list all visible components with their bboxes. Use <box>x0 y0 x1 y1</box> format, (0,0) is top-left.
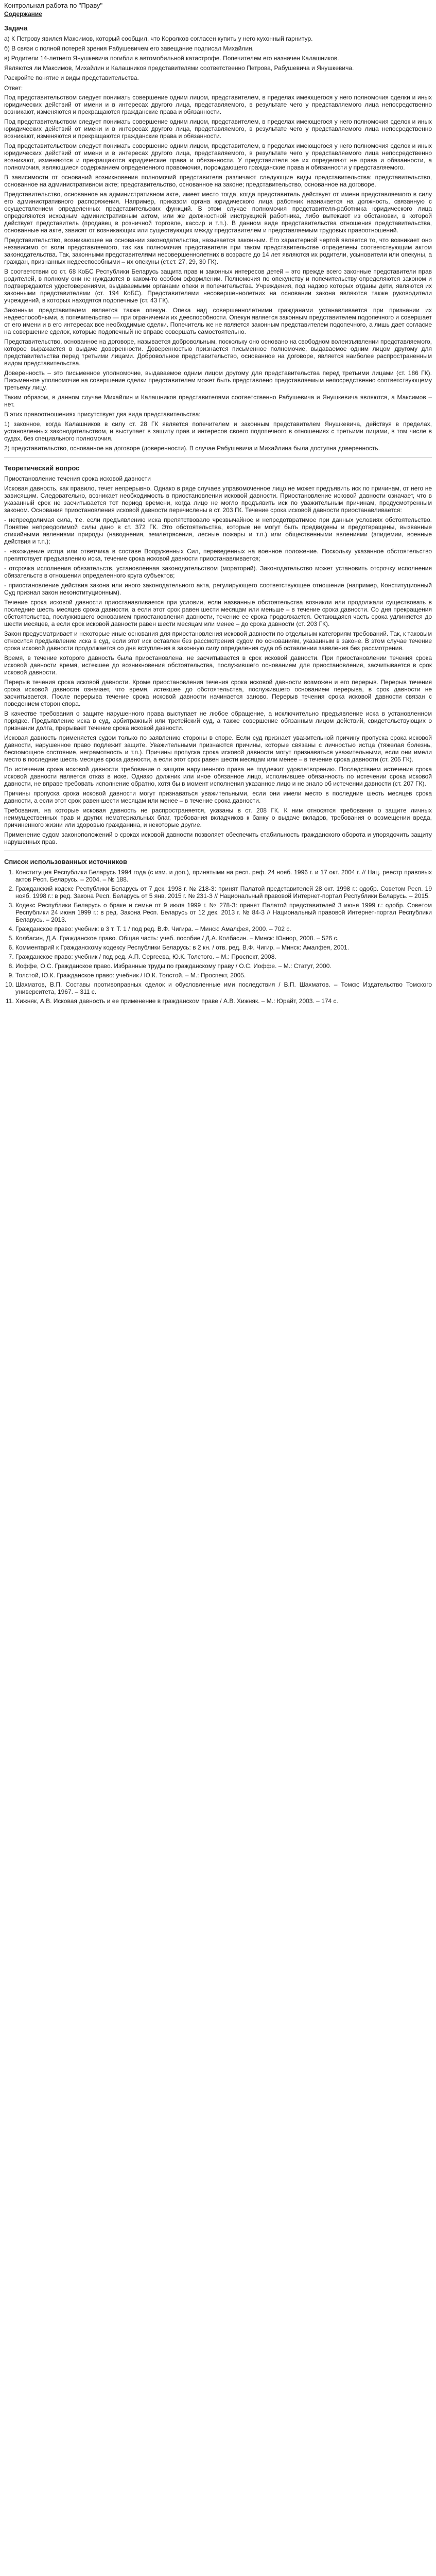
theory-paragraph: - приостановление действия закона или иного законодательного акта, регулирующего соответствующее отношение (например, Конституционный Суд признал закон неконституционным). <box>4 582 432 596</box>
answer-label: Ответ: <box>4 84 23 92</box>
table-of-contents-heading: Содержание <box>4 10 42 18</box>
theory-paragraph: По истечении срока исковой давности требование о защите нарушенного права не подлежит удовлетворению. Последствием истечения срока исковой давности является отказ в иске. Однако должник или иное обязанное лицо, исполнившее обязанность по истечении срока исковой давности, не вправе требовать исполнение обратно, хотя бы в момент исполнения указанное лицо и не знало об истечении давности (ст. 207 ГК). <box>4 766 432 787</box>
theory-paragraph: Закон предусматривает и некоторые иные основания для приостановления исковой давности по отдельным категориям требований. Так, к таковым относится предъявление иска в суд, если этот иск оставлен без рассмотрения судом по основаниям, указанным в законе. В этом случае течение срока исковой давности продолжается со дня вступления в законную силу определения суда об оставлении заявления без рассмотрения. <box>4 630 432 652</box>
theory-paragraph: Исковая давность применяется судом только по заявлению стороны в споре. Если суд признает уважительной причину пропуска срока исковой давности, нарушенное право подлежит защите. Уважительными признаются причины, которые связаны с личностью истца (тяжелая болезнь, беспомощное состояние, неграмотность и т.п.). Причины пропуска срока исковой давности могут признаваться уважительными, если они имели место в последние шесть месяцев срока давности, а если этот срок равен шести месяцам или менее – в течение срока давности (ст. 205 ГК). <box>4 734 432 763</box>
source-item: 9. Толстой, Ю.К. Гражданское право: учебник / Ю.К. Толстой. – М.: Проспект, 2005. <box>15 972 432 979</box>
task-text <box>4 35 432 81</box>
answer-text <box>4 94 432 452</box>
theory-paragraph: - непреодолимая сила, т.е. если предъявлению иска препятствовало чрезвычайное и непредотвратимое при данных условиях обстоятельство. Понятие непреодолимой силы дано в ст. 372 ГК. Это обстоятельства, которые не могут быть предвидены и предотвращены, вызванные стихийными явлениями природы (наводнения, землетрясения, лесные пожары и т.п.) или общественными явлениями (эпидемии, военные действия и т.п.); <box>4 516 432 545</box>
answer-paragraph: В этих правоотношениях присутствует два вида представительства: <box>4 411 201 418</box>
theory-paragraph: Применение судом законоположений о сроках исковой давности позволяет обеспечить стабильность гражданского оборота и упорядочить защиту нарушенных прав. <box>4 831 432 845</box>
answer-paragraph: Представительство, основанное на административном акте, имеет место тогда, когда представитель действует от имени представляемого в силу его административного распоряжения. Например, приказом органа юридического лица работник назначается на должность, связанную с осуществлением определенных представительских функций. В этом случае полномочия представителя-работника юридического лица определяются исходным административным актом, или же должностной инструкцией работника, либо вытекают из обстановки, в которой действует представитель (продавец в розничной торговле, кассир и т.п.). В данном виде представительства отношения представительства, основанные на акте, зависят от возникающих или существующих между представителем и представляемым трудовых правоотношений. <box>4 191 432 234</box>
source-item: 1. Конституция Республики Беларусь 1994 года (с изм. и доп.), принятыми на респ. реф. 24 нояб. 1996 г. и 17 окт. 2004 г. // Нац. реестр правовых актов Респ. Беларусь. – 2004. – № 188. <box>15 869 432 883</box>
theory-paragraph: Требования, на которые исковая давность не распространяется, указаны в ст. 208 ГК. К ним относятся требования о защите личных неимущественных прав и других нематериальных благ, требования вкладчиков к банку о выдаче вкладов, требования о возмещении вреда, причиненного жизни или здоровью гражданина, и некоторые другие. <box>4 807 432 828</box>
answer-paragraph: В соответствии со ст. 68 КоБС Республики Беларусь защита прав и законных интересов детей – это прежде всего законные представители прав родителей, в полному они не нуждаются в каком-то особом оформлении. Полномочия по опекунству и попечительству определяются законом и подтверждаются удостоверениями, выдаваемыми органами опеки и попечительства. Учреждения, под надзор которых отданы дети, являются их законными представителями (ст. 194 КоБС). Представителями несовершеннолетних на основании закона являются также руководители учреждений, в которых находятся подопечные (ст. 43 ГК). <box>4 268 432 304</box>
theory-paragraph: Исковая давность, как правило, течет непрерывно. Однако в ряде случаев управомоченное лицо не может предъявить иск по причинам, от него не зависящим. Следовательно, возникает необходимость в приостановлении исковой давности. Приостановление исковой давности означает, что в указанный срок не засчитывается тот период времени, когда лицо не могло предъявить иск по уважительным причинам, предусмотренным законом. Основания приостановления исковой давности перечислены в ст. 203 ГК. Течение срока исковой давности приостанавливается: <box>4 485 432 514</box>
source-item: 6. Комментарий к Гражданскому кодексу Республики Беларусь: в 2 кн. / отв. ред. В.Ф. Чигир. – Минск: Амалфея, 2001. <box>15 944 432 951</box>
answer-paragraph: 2) представительство, основанное на договоре (доверенности). В случае Рабушевича и Михайлина была доступна доверенность. <box>4 445 380 452</box>
task-heading: Задача <box>4 24 28 32</box>
theory-paragraph: - отсрочка исполнения обязательств, установленная законодательством (мораторий). Законодательство может установить отсрочку исполнения обязательств в отношении определенного круга субъектов; <box>4 565 432 579</box>
answer-paragraph: Таким образом, в данном случае Михайлин и Калашников представителями соответственно Рабушевича и Янушкевича являются, а Максимов – нет. <box>4 394 432 408</box>
source-item: 4. Гражданское право: учебник: в 3 т. Т. 1 / под ред. В.Ф. Чигира. – Минск: Амалфея, 2000. – 702 с. <box>15 925 432 933</box>
answer-paragraph: Под представительством следует понимать совершение одним лицом, представителем, в пределах имеющегося у него полномочия сделки и иных юридических действий от имени и в интересах другого лица, представляемого, в результате чего у представляемого лица непосредственно возникают, изменяются и прекращаются гражданские права и обязанности. <box>4 94 432 115</box>
answer-paragraph: В зависимости от оснований возникновения полномочий представителя различают следующие виды представительства: представительство, основанное на административном акте; представительство, основанное на законе; представительство, основанное на договоре. <box>4 174 432 188</box>
theory-paragraph: Причины пропуска срока исковой давности могут признаваться уважительными, если они имели место в последние шесть месяцев срока давности, а если этот срок равен шести месяцам или менее – в течение срока давности. <box>4 790 432 804</box>
task-paragraph: а) К Петрову явился Максимов, который сообщил, что Королков согласен купить у него кухонный гарнитур. <box>4 35 313 42</box>
task-paragraph: Являются ли Максимов, Михайлин и Калашников представителями соответственно Петрова, Рабушевича и Янушкевича. <box>4 64 354 72</box>
answer-paragraph: Представительство, возникающее на основании законодательства, называется законным. Его характерной чертой является то, что возникает оно независимо от воли представляемого, так как полномочия представителя при таком представительстве определены соответствующим актом законодательства. Так, законными представителями несовершеннолетних в возрасте до 14 лет являются их родители, усыновители или опекуны, а граждан, признанных недееспособными – их опекуны (ст.ст. 27, 29, 30 ГК). <box>4 236 432 265</box>
document-title: Контрольная работа по "Праву" <box>4 2 103 9</box>
answer-paragraph: Под представительством следует понимать совершение одним лицом, представителем, в пределах имеющегося у него полномочия сделок и иных юридических действий от имени и в интересах другого лица, представляемого, в результате чего у представляемого лица непосредственно возникают, изменяются и прекращаются гражданские права и обязанности. <box>4 118 432 140</box>
task-paragraph: Раскройте понятие и виды представительства. <box>4 74 139 81</box>
task-paragraph: в) Родители 14-летнего Янушкевича погибли в автомобильной катастрофе. Попечителем его назначен Калашников. <box>4 55 339 62</box>
theory-paragraph: - нахождение истца или ответчика в составе Вооруженных Сил, переведенных на военное положение. Поскольку указанное обстоятельство препятствует предъявлению иска, течение срока исковой давности приостанавливается; <box>4 548 432 562</box>
source-item: 10. Шахматов, В.П. Составы противоправных сделок и обусловленные ими последствия / В.П. Шахматов. – Томск: Издательство Томского университета, 1967. – 311 с. <box>15 981 432 995</box>
sources-list <box>4 869 432 1005</box>
theory-paragraph: В качестве требования о защите нарушенного права выступает не любое обращение, а исключительно предъявление иска в установленном порядке. Предъявление иска в суд, арбитражный или третейский суд, а также совершение обязанным лицом действий, свидетельствующих о признании долга, прерывает течение срока исковой давности. <box>4 710 432 732</box>
source-item: 2. Гражданский кодекс Республики Беларусь от 7 дек. 1998 г. № 218-З: принят Палатой представителей 28 окт. 1998 г.: одобр. Советом Респ. 19 нояб. 1998 г.: в ред. Закона Респ. Беларусь от 5 янв. 2015 г. № 231-З // Национальный правовой Интернет-портал Республики Беларусь. – 2015. <box>15 885 432 900</box>
theory-paragraph: Время, в течение которого давность была приостановлена, не засчитывается в срок исковой давности. При приостановлении течения срока исковой давности время, истекшее до возникновения обстоятельства, послужившего основанием для приостановления, засчитывается в срок исковой давности. <box>4 654 432 676</box>
document-page <box>0 0 436 1017</box>
task-paragraph: б) В связи с полной потерей зрения Рабушевичем его завещание подписал Михайлин. <box>4 45 254 52</box>
source-item: 11. Хижняк, А.В. Исковая давность и ее применение в гражданском праве / А.В. Хижняк. – М.: Юрайт, 2003. – 174 с. <box>15 997 432 1005</box>
source-item: 8. Иоффе, О.С. Гражданское право. Избранные труды по гражданскому праву / О.С. Иоффе. – М.: Статут, 2000. <box>15 962 432 970</box>
theory-text <box>4 475 432 845</box>
source-item: 7. Гражданское право: учебник / под ред. А.П. Сергеева, Ю.К. Толстого. – М.: Проспект, 2008. <box>15 953 432 960</box>
sources-heading: Список использованных источников <box>4 858 127 866</box>
answer-paragraph: 1) законное, когда Калашников в силу ст. 28 ГК является попечителем и законным представителем Янушкевича, действуя в пределах, установленных законодательством, и выступает в защиту прав и интересов своего подопечного в отношениях с третьими лицами, в том числе в судах, без специального полномочия. <box>4 420 432 442</box>
theory-paragraph: Течение срока исковой давности приостанавливается при условии, если названные обстоятельства возникли или продолжали существовать в последние шесть месяцев срока давности, а если этот срок равен шести месяцам или меньше – в течение срока давности. Со дня прекращения обстоятельства, послужившего основанием приостановления давности, течение ее срока продолжается. Остающаяся часть срока удлиняется до шести месяцев, а если срок исковой давности равен шести месяцам или менее – до срока давности (ст. 203 ГК). <box>4 599 432 628</box>
source-item: 5. Колбасин, Д.А. Гражданское право. Общая часть: учеб. пособие / Д.А. Колбасин. – Минск: Юниор, 2008. – 526 с. <box>15 935 432 942</box>
source-item: 3. Кодекс Республики Беларусь о браке и семье от 9 июля 1999 г. № 278-З: принят Палатой представителей 3 июня 1999 г.: одобр. Советом Республики 24 июня 1999 г.: в ред. Закона Респ. Беларусь от 12 дек. 2013 г. № 84-З // Национальный правовой Интернет-портал Республики Беларусь. – 2013. <box>15 902 432 923</box>
theory-paragraph: Перерыв течения срока исковой давности. Кроме приостановления течения срока исковой давности возможен и его перерыв. Перерыв течения срока исковой давности означает, что время, истекшее до обстоятельства, послужившего основанием перерыва, в срок давности не засчитывается. После перерыва течение срока исковой давности начинается заново. Перерыв течения срока исковой давности связан с поведением сторон спора. <box>4 679 432 707</box>
answer-paragraph: Под представительством следует понимать совершение одним лицом, представителем, в пределах имеющегося у него полномочия сделок и иных юридических действий от имени и в интересах другого лица, представляемого, в результате чего у представляемого лица непосредственно возникают, изменяются и прекращаются юридические права и обязанности. У представителя же их определяют не права и обязанности, а полномочия, являющиеся содержанием определенного правомочия, порождающего гражданские права и обязанности у представляемого. <box>4 142 432 171</box>
theory-paragraph: Приостановление течения срока исковой давности <box>4 475 151 482</box>
answer-paragraph: Доверенность – это письменное уполномочие, выдаваемое одним лицом другому для представительства перед третьими лицами (ст. 186 ГК). Письменное уполномочие на совершение сделки представителем может быть представлено представляемым непосредственно соответствующему третьему лицу. <box>4 369 432 391</box>
answer-paragraph: Законным представителем является также опекун. Опека над совершеннолетними гражданами устанавливается при признании их недееспособными, а попечительство — при ограничении их дееспособности. Опекун является законным представителем подопечного и совершает от его имени и в его интересах все необходимые сделки. Попечитель же не является законным представителем подопечного, а лишь дает согласие на совершение сделок, которые подопечный не вправе совершать самостоятельно. <box>4 307 432 335</box>
answer-paragraph: Представительство, основанное на договоре, называется добровольным, поскольку оно основано на свободном волеизъявлении представляемого, которое выражается в выдаче доверенности. Доверенностью признается письменное полномочие, выдаваемое одним лицом другому для представительства перед третьими лицами. Добровольное представительство, основанное на договоре, является наиболее распространенным видом представительства. <box>4 338 432 367</box>
theory-heading: Теоретический вопрос <box>4 464 80 472</box>
